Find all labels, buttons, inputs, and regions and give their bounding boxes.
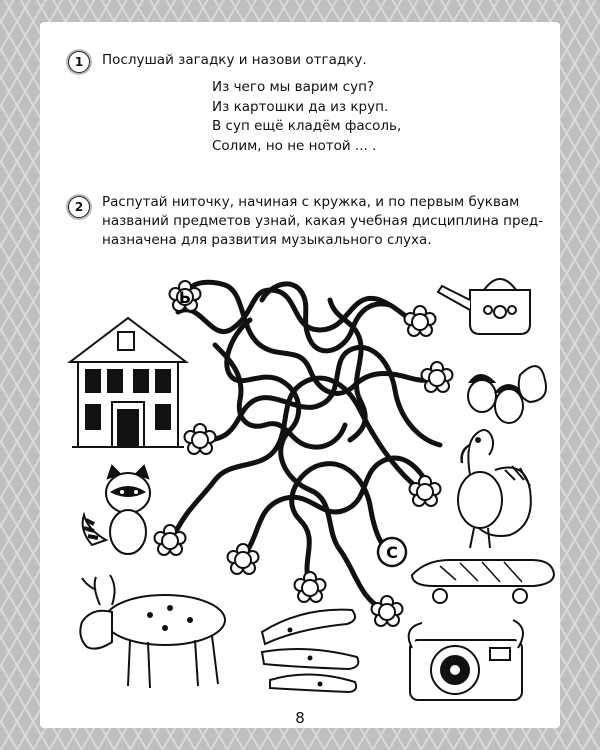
maze-node	[155, 525, 186, 555]
turkey-picture	[458, 430, 531, 548]
deer-picture	[80, 575, 225, 688]
maze-node	[295, 572, 326, 602]
riddle-line: Солим, но не нотой ... .	[212, 137, 377, 154]
maze-end-letter: С	[386, 543, 398, 562]
riddle-line: В суп ещё кладём фасоль,	[212, 118, 402, 134]
maze-nodes	[155, 281, 453, 626]
cucumbers-picture	[262, 610, 358, 692]
task-1-number-badge: 1	[68, 51, 90, 73]
task-2-line: названий предметов узнай, какая учебная дисциплина пред-	[102, 213, 544, 229]
maze-node	[185, 424, 216, 454]
house-picture	[70, 318, 186, 447]
riddle-line: Из картошки да из круп.	[212, 98, 389, 115]
maze-node	[228, 544, 259, 574]
acorns-picture	[468, 366, 546, 423]
task-2-number-badge: 2	[68, 196, 90, 218]
raccoon-picture	[83, 466, 150, 554]
maze-node	[422, 362, 453, 392]
maze-start-letter: Ь	[178, 288, 192, 307]
maze-node	[410, 476, 441, 506]
task-2-line: назначена для развития музыкального слуха.	[102, 232, 432, 248]
page-number: 8	[295, 709, 305, 727]
riddle-line: Из чего мы варим суп?	[212, 79, 375, 95]
maze-node	[405, 306, 436, 336]
task-1-instruction: Послушай загадку и назови отгадку.	[102, 52, 367, 68]
task-2-line: Распутай ниточку, начиная с кружка, и по первым буквам	[102, 194, 520, 210]
maze-node	[372, 596, 403, 626]
watering-can-picture	[438, 279, 530, 334]
camera-picture	[409, 620, 523, 700]
skateboard-picture	[412, 560, 554, 603]
